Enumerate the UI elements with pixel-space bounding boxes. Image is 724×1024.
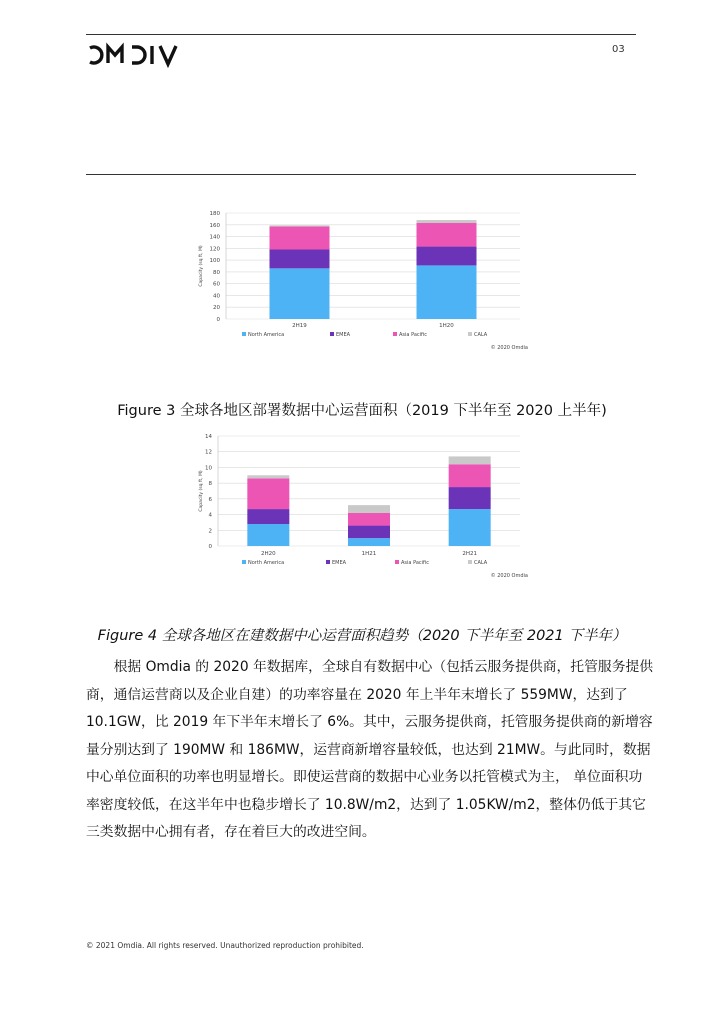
bar-segment-asia-pacific (348, 513, 390, 526)
legend-swatch (393, 332, 397, 336)
bar-segment-emea (417, 247, 477, 266)
chart-copyright: © 2020 Omdia (490, 345, 528, 351)
legend-label: EMEA (336, 332, 351, 338)
x-category-label: 1H20 (439, 323, 454, 329)
bar-segment-north-america (247, 524, 289, 546)
y-tick-label: 40 (213, 293, 220, 300)
bar-segment-north-america (417, 265, 477, 319)
bar-segment-emea (348, 526, 390, 539)
legend-label: North America (248, 560, 285, 566)
y-tick-label: 4 (208, 512, 212, 519)
legend-label: Asia Pacific (399, 332, 427, 338)
figure-3-svg (190, 205, 540, 355)
y-tick-label: 20 (213, 305, 220, 312)
figure-4-caption: Figure 4 全球各地区在建数据中心运营面积趋势（2020 下半年至 2021 下半年） (97, 628, 627, 644)
legend-swatch (468, 332, 472, 336)
bar-segment-asia-pacific (417, 223, 477, 247)
body-line: 率密度较低，在这半年中也稳步增长了 10.8W/m2，达到了 1.05KW/m2，整体仍低于其它 (86, 796, 646, 813)
body-paragraph (86, 654, 654, 847)
y-axis-label: Capacity (sq ft, M) (199, 245, 204, 287)
y-tick-label: 100 (209, 258, 220, 265)
figure-4-chart (190, 428, 540, 582)
bar-segment-cala (270, 225, 330, 226)
y-tick-label: 10 (205, 465, 212, 472)
figure-3-chart (190, 205, 540, 355)
body-line: 10.1GW，比 2019 年下半年末增长了 6%。其中，云服务提供商，托管服务提供商的新增容 (86, 714, 653, 730)
x-category-label: 2H21 (462, 551, 477, 557)
bar-segment-cala (247, 475, 289, 478)
x-category-label: 2H20 (261, 551, 276, 557)
chart-copyright: © 2020 Omdia (490, 573, 528, 579)
section-rule (86, 174, 636, 175)
y-tick-label: 0 (208, 544, 212, 550)
figure-4-svg (190, 428, 540, 582)
legend-label: North America (248, 332, 285, 338)
y-tick-label: 160 (209, 222, 220, 229)
legend-swatch (395, 560, 399, 564)
y-axis-label: Capacity (sq ft, M) (199, 470, 204, 512)
figure-3-caption: Figure 3 全球各地区部署数据中心运营面积（2019 下半年至 2020 上半年) (117, 403, 607, 419)
y-tick-label: 180 (209, 211, 220, 217)
legend-swatch (326, 560, 330, 564)
x-category-label: 1H21 (361, 551, 377, 557)
header-rule (86, 34, 636, 35)
y-tick-label: 120 (209, 246, 220, 253)
bar-segment-cala (449, 456, 491, 464)
y-tick-label: 80 (213, 269, 220, 276)
footer-copyright: © 2021 Omdia. All rights reserved. Unauthorized reproduction prohibited. (86, 941, 364, 950)
bar-segment-asia-pacific (449, 464, 491, 487)
legend-label: CALA (474, 332, 488, 338)
legend-swatch (242, 332, 246, 336)
bar-segment-north-america (348, 538, 390, 546)
y-tick-label: 12 (205, 449, 212, 456)
legend-swatch (330, 332, 334, 336)
body-line: 三类数据中心拥有者，存在着巨大的改进空间。 (86, 824, 376, 840)
page-number: 03 (612, 44, 625, 55)
body-line: 商，通信运营商以及企业自建）的功率容量在 2020 年上半年末增长了 559MW，达到了 (86, 686, 628, 703)
bar-segment-emea (247, 509, 289, 524)
legend-label: Asia Pacific (401, 560, 429, 566)
y-tick-label: 6 (208, 496, 212, 503)
bar-segment-asia-pacific (270, 227, 330, 250)
legend-swatch (242, 560, 246, 564)
y-tick-label: 2 (208, 528, 212, 535)
y-tick-label: 0 (216, 317, 220, 323)
legend-label: CALA (474, 560, 488, 566)
bar-segment-cala (417, 220, 477, 223)
y-tick-label: 14 (205, 434, 212, 440)
y-tick-label: 8 (208, 481, 212, 488)
body-line: 中心单位面积的功率也明显增长。即使运营商的数据中心业务以托管模式为主， 单位面积功 (86, 769, 643, 785)
y-tick-label: 140 (209, 234, 220, 241)
body-line: 量分别达到了 190MW 和 186MW，运营商新增容量较低，也达到 21MW。与此同时，数据 (86, 741, 651, 758)
legend-label: EMEA (332, 560, 347, 566)
y-tick-label: 60 (213, 281, 220, 288)
bar-segment-cala (348, 505, 390, 513)
bar-segment-north-america (449, 509, 491, 546)
bar-segment-emea (270, 250, 330, 269)
x-category-label: 2H19 (292, 323, 307, 329)
bar-segment-asia-pacific (247, 478, 289, 509)
legend-swatch (468, 560, 472, 564)
omdia-logo (86, 42, 186, 68)
body-line: 根据 Omdia 的 2020 年数据库，全球自有数据中心（包括云服务提供商，托管服务提供 (86, 659, 654, 675)
omdia-logo-mark (86, 42, 186, 68)
bar-segment-emea (449, 487, 491, 509)
bar-segment-north-america (270, 268, 330, 319)
